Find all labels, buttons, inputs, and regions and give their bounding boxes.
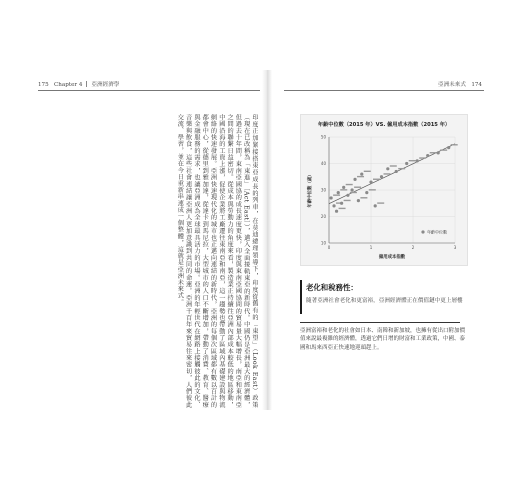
legend-label: 年齡中位數 bbox=[427, 229, 447, 235]
data-point bbox=[395, 170, 398, 173]
callout-heading: 老化和稅務性： bbox=[306, 283, 358, 292]
data-point-label bbox=[373, 179, 380, 180]
callout-accent-bar bbox=[300, 280, 302, 314]
data-point bbox=[380, 175, 383, 178]
vertical-body-text: 印度正加緊接搭東亞成長的列車，在莫迪總理領導下，印度從舊有的「東望」（Look East）政策（現在已改稱為「東進」〔Act East〕），邁入全面接軌東亞的新時代。中國仍是亞洲最大的經濟體，但過去十年間，東南亞國協的成長速度更快，印度與東南亞國協間的貿易量大幅增長，南亞和東南亞之間的聯繫日益密切。從成本與勞動力的角度來看，製造業正持續往亞洲內部成本較低的地區移動，中國沿海的工資上漲，促使企業將工廠遷往東南亞和南亞，這一趨勢也帶動了區域內基礎建設與物流網絡的快速發展。亞洲快速現代化的城市也正邁向連結的新時代，亞洲的每個次區域都有數以百計的都會中心，從德里到雅加達，從達卡到馬尼拉，大型城市的人口不斷增加，帶動了消費、教育、醫療與金融服務的需求，也讓亞洲成為全球最具活力的市場。亞洲的年輕世代在網路上接觸彼此的文化、音樂與飲食，這些社會連結讓亞洲人更加意識到共同的命運。亞洲千百年來貿易往來密切，人們彼此交流、學習，並在今日重新串連成一個整體，這就是亞洲未來式。 bbox=[176, 114, 258, 408]
y-tick-label: 30 bbox=[320, 187, 326, 193]
right-running-header bbox=[438, 80, 482, 88]
data-point bbox=[342, 186, 345, 189]
callout-divider bbox=[300, 322, 460, 323]
data-point-label bbox=[390, 165, 397, 166]
data-point bbox=[369, 180, 372, 183]
callout-subtitle: 隨著亞洲社會老化和更富裕，亞洲經濟體正在價值鏈中更上層樓 bbox=[306, 298, 463, 304]
data-point-label bbox=[364, 171, 371, 172]
x-tick-label: 2 bbox=[411, 245, 415, 250]
chart-panel bbox=[300, 114, 468, 266]
data-point bbox=[447, 146, 450, 149]
data-point-label bbox=[419, 157, 426, 158]
data-point bbox=[330, 196, 333, 199]
data-point-label bbox=[451, 144, 458, 145]
scatter-chart bbox=[301, 115, 467, 265]
data-point bbox=[332, 204, 335, 207]
data-point-label bbox=[398, 168, 405, 169]
data-point-label bbox=[350, 192, 357, 193]
left-header-rule bbox=[38, 90, 260, 91]
legend-marker bbox=[421, 230, 424, 233]
right-header-rule bbox=[284, 90, 484, 91]
data-point-label bbox=[409, 160, 416, 161]
data-point-label bbox=[354, 187, 361, 188]
data-point bbox=[357, 199, 360, 202]
book-title: 亞洲未來式 bbox=[437, 82, 466, 88]
data-point bbox=[360, 173, 363, 176]
data-point-label bbox=[384, 173, 391, 174]
data-point bbox=[335, 210, 338, 213]
data-point-label bbox=[369, 189, 376, 190]
data-point bbox=[346, 194, 349, 197]
x-tick-label: 3 bbox=[453, 245, 457, 250]
header-divider bbox=[86, 81, 87, 87]
data-point bbox=[365, 191, 368, 194]
x-tick-label: 0 bbox=[327, 245, 331, 250]
data-point bbox=[374, 204, 377, 207]
y-axis-label: 年齡中位數（歲） bbox=[308, 172, 313, 208]
data-point-label bbox=[360, 197, 367, 198]
x-tick-label: 1 bbox=[369, 245, 373, 250]
data-point-label bbox=[346, 184, 353, 185]
chapter-label: Chapter 4 bbox=[54, 82, 83, 88]
data-point bbox=[416, 159, 419, 162]
data-point bbox=[337, 191, 340, 194]
data-point bbox=[386, 167, 389, 170]
y-tick-label: 10 bbox=[320, 240, 326, 246]
left-running-header bbox=[38, 80, 119, 88]
data-point bbox=[426, 154, 429, 157]
data-point bbox=[437, 151, 440, 154]
callout-body: 亞洲富裕和老化的社會如日本、南韓和新加坡，也擁有從出口附加價值來說最複雜的經濟體，透過它們日增的財富和工業政策，中國、泰國和馬來西亞正快速地迎頭趕上。 bbox=[300, 328, 466, 351]
right-page-number: 174 bbox=[471, 82, 482, 88]
data-point bbox=[351, 188, 354, 191]
left-page-number: 175 bbox=[38, 82, 49, 88]
data-point-label bbox=[344, 200, 351, 201]
data-point-label bbox=[339, 208, 346, 209]
chapter-title: 亞洲經濟學 bbox=[91, 82, 120, 88]
chart-title: 年齡中位數（2015 年）VS. 僱用成本指數（2015 年） bbox=[317, 122, 451, 128]
data-point bbox=[405, 162, 408, 165]
y-tick-label: 50 bbox=[320, 134, 326, 140]
data-point-label bbox=[430, 152, 437, 153]
data-point bbox=[340, 202, 343, 205]
data-point-label bbox=[340, 189, 347, 190]
page-gutter bbox=[262, 70, 272, 410]
x-axis-label: 僱用成本指數 bbox=[378, 255, 406, 260]
data-point-label bbox=[440, 149, 447, 150]
y-tick-label: 20 bbox=[320, 214, 326, 219]
data-point-label bbox=[357, 176, 364, 177]
data-point bbox=[353, 178, 356, 181]
data-point-label bbox=[377, 202, 384, 203]
data-point-label bbox=[333, 194, 340, 195]
y-tick-label: 40 bbox=[320, 161, 326, 166]
